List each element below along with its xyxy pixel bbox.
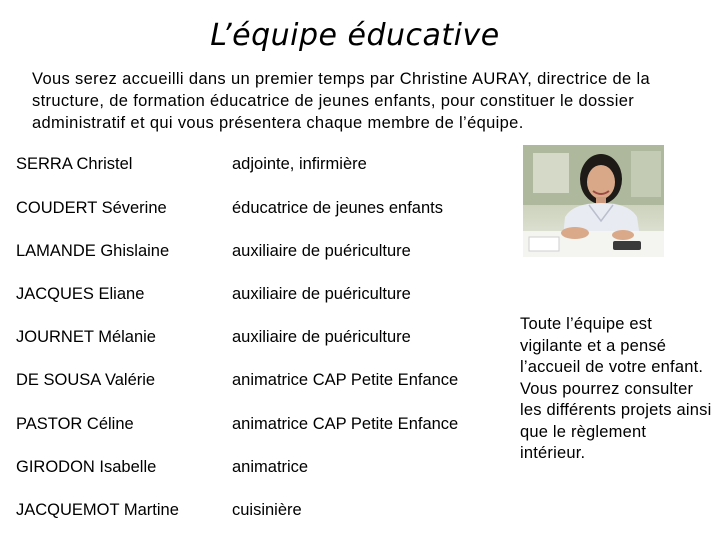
staff-name: SERRA Christel [16,155,133,173]
side-note-text: Vous pourrez consulter les différents projets ainsi que le règlement intérieur. [520,379,712,462]
staff-role: auxiliaire de puériculture [232,328,411,346]
intro-paragraph: Vous serez accueilli dans un premier temps par Christine AURAY, directrice de la structure, de formation éducatrice de jeunes enfants, pour constituer le dossier administratif et qui vous présentera chaque membre de l’équipe. [32,70,650,132]
staff-name: COUDERT Séverine [16,199,167,217]
staff-row [0,501,500,531]
staff-name: LAMANDE Ghislaine [16,242,170,260]
staff-row [0,285,500,315]
staff-role: auxiliaire de puériculture [232,242,411,260]
staff-row [0,328,500,358]
side-note-text: Toute l’équipe est vigilante et a pensé l’accueil de votre enfant. [520,315,704,376]
staff-row [0,458,500,488]
side-note [520,314,712,465]
director-photo [523,145,664,257]
staff-row [0,242,500,272]
staff-name: JOURNET Mélanie [16,328,156,346]
staff-role: auxiliaire de puériculture [232,285,411,303]
staff-role: adjointe, infirmière [232,155,367,173]
staff-name: JACQUES Eliane [16,285,145,303]
staff-row [0,199,500,229]
staff-name: GIRODON Isabelle [16,458,157,476]
staff-name: DE SOUSA Valérie [16,371,156,389]
staff-name: JACQUEMOT Martine [16,501,179,519]
staff-role: éducatrice de jeunes enfants [232,199,443,217]
staff-row [0,155,500,185]
staff-role: animatrice [232,458,309,476]
director-portrait-icon [523,145,664,257]
staff-role: animatrice CAP Petite Enfance [232,415,459,433]
staff-name: PASTOR Céline [16,415,134,433]
staff-row [0,415,500,445]
staff-role: animatrice CAP Petite Enfance [232,371,459,389]
page-title: L’équipe éducative [210,18,500,53]
staff-role: cuisinière [232,501,302,519]
staff-row [0,371,500,401]
